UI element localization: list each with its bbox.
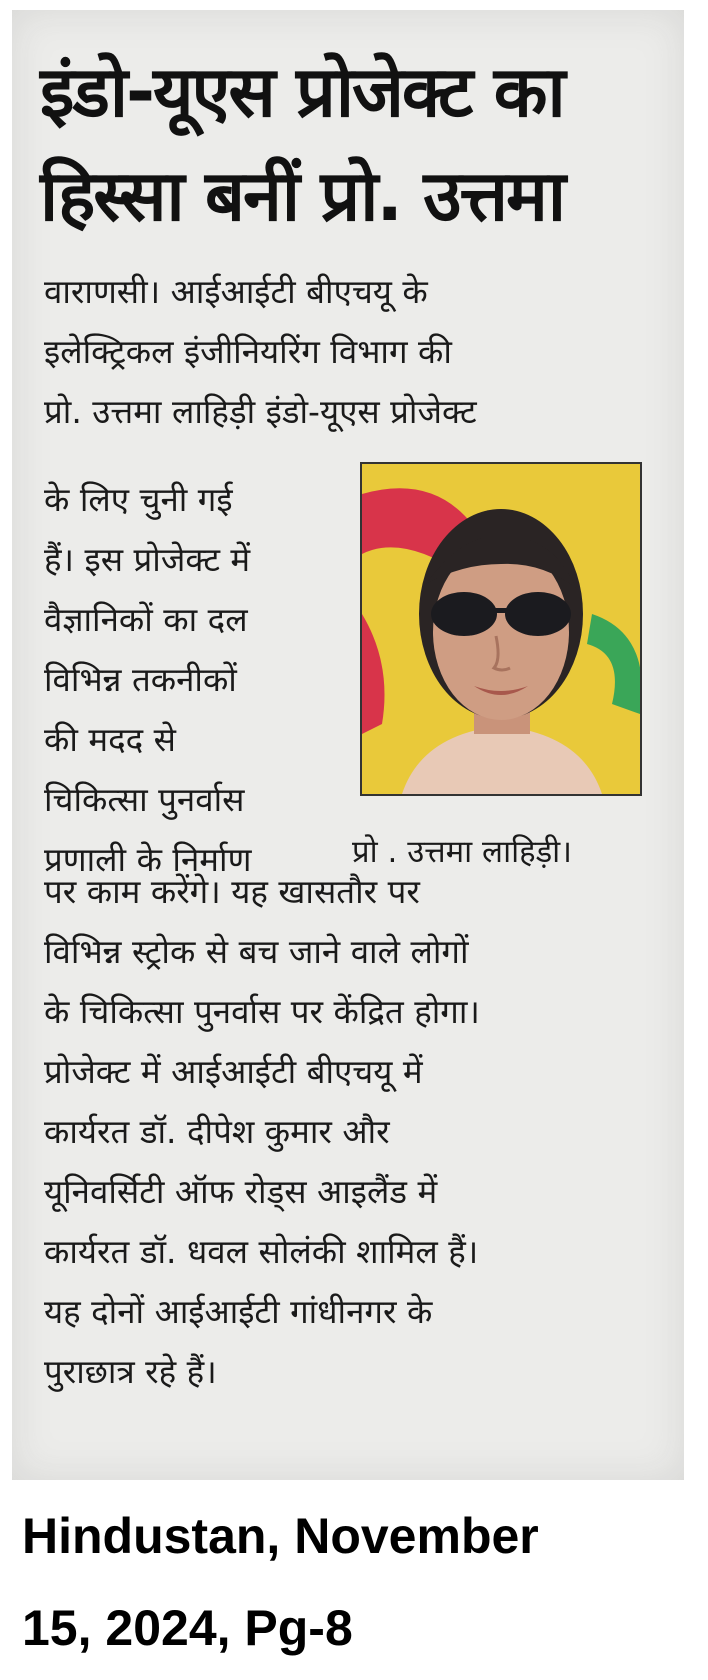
article-line: इलेक्ट्रिकल इंजीनियरिंग विभाग की [44,332,452,371]
article-line: के लिए चुनी गई [44,480,233,519]
article-line: चिकित्सा पुनर्वास [44,780,245,819]
source-line-1: Hindustan, November [22,1508,539,1564]
article-line: विभिन्न तकनीकों [44,660,237,699]
source-line-2: 15, 2024, Pg-8 [22,1600,353,1656]
article-body-column [44,470,344,890]
portrait-photo [360,462,642,796]
photo-caption: प्रो . उत्तमा लाहिड़ी। [352,834,572,870]
article-line: प्रणाली के निर्माण [44,840,252,879]
article-line: कार्यरत डॉ. धवल सोलंकी शामिल हैं। [44,1232,479,1271]
article-line: कार्यरत डॉ. दीपेश कुमार और [44,1112,390,1151]
article-line: प्रोजेक्ट में आईआईटी बीएचयू में [44,1052,423,1091]
portrait-illustration [362,464,640,794]
article-line: यूनिवर्सिटी ऑफ रोड्स आइलैंड में [44,1172,438,1211]
article-line: प्रो. उत्तमा लाहिड़ी इंडो-यूएस प्रोजेक्ट [44,392,477,431]
article-body-top [44,262,648,442]
headline [40,40,650,248]
article-line: वैज्ञानिकों का दल [44,600,248,639]
article-line: यह दोनों आईआईटी गांधीनगर के [44,1292,433,1331]
article-line: पुराछात्र रहे हैं। [44,1352,217,1391]
article-line: वाराणसी। आईआईटी बीएचयू के [44,272,428,311]
article-line: के चिकित्सा पुनर्वास पर केंद्रित होगा। [44,992,480,1031]
article-line: पर काम करेंगे। यह खासतौर पर [44,872,420,911]
article-line: हैं। इस प्रोजेक्ट में [44,540,251,579]
article-line: विभिन्न स्ट्रोक से बच जाने वाले लोगों [44,932,469,971]
article-line: की मदद से [44,720,176,759]
article-body-bottom [44,862,648,1402]
source-citation [22,1490,692,1674]
headline-line-1: इंडो-यूएस प्रोजेक्ट का [40,51,564,133]
headline-line-2: हिस्सा बनीं प्रो. उत्तमा [40,155,565,237]
